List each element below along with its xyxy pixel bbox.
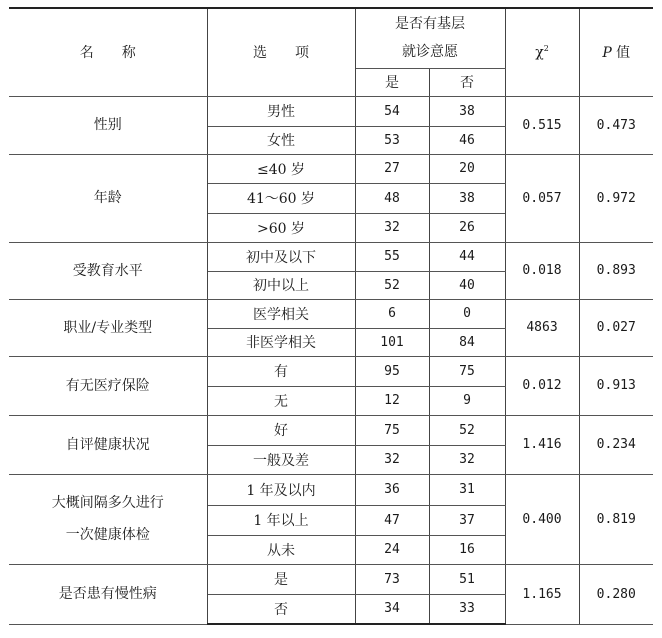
option-cell: 否 [207, 594, 355, 624]
option-cell: 是 [207, 564, 355, 594]
group-name-line: 自评健康状况 [65, 436, 150, 453]
header-p-value [579, 8, 653, 96]
table-row [9, 242, 653, 271]
no-count: 31 [429, 474, 505, 505]
group-name-line: 大概间隔多久进行 [51, 495, 164, 511]
yes-count: 6 [355, 299, 429, 328]
no-count: 32 [429, 445, 505, 474]
group-name-line: 有无医疗保险 [65, 377, 150, 394]
chi-square-value: 1.416 [505, 415, 579, 474]
table-row [9, 564, 653, 594]
no-count: 38 [429, 96, 505, 126]
header-chi-square [505, 8, 579, 96]
group-name-line: 职业/专业类型 [63, 319, 153, 336]
chi-square-value: 0.400 [505, 474, 579, 564]
option-cell: 女性 [207, 126, 355, 154]
yes-count: 24 [355, 535, 429, 564]
group-name [9, 242, 207, 299]
yes-count: 54 [355, 96, 429, 126]
option-cell: 男性 [207, 96, 355, 126]
yes-count: 48 [355, 183, 429, 213]
no-count: 33 [429, 594, 505, 624]
group-name [9, 564, 207, 624]
group-name [9, 154, 207, 242]
no-count: 84 [429, 328, 505, 356]
no-count: 38 [429, 183, 505, 213]
yes-count: 27 [355, 154, 429, 183]
no-count: 16 [429, 535, 505, 564]
no-count: 26 [429, 213, 505, 242]
table-row [9, 415, 653, 445]
option-cell: 非医学相关 [207, 328, 355, 356]
group-name-line: 一次健康体检 [65, 527, 150, 543]
group-name [9, 474, 207, 564]
option-cell: 有 [207, 356, 355, 386]
no-count: 37 [429, 505, 505, 535]
no-count: 20 [429, 154, 505, 183]
header-p-symbol: P [602, 45, 612, 62]
header-yes: 是 [355, 68, 429, 96]
yes-count: 36 [355, 474, 429, 505]
option-cell: 医学相关 [207, 299, 355, 328]
header-willingness-line2: 就诊意愿 [402, 44, 458, 61]
header-chi-superscript: 2 [543, 43, 549, 53]
header-option: 选 项 [207, 8, 355, 96]
header-no: 否 [429, 68, 505, 96]
yes-count: 52 [355, 271, 429, 299]
no-count: 0 [429, 299, 505, 328]
option-cell: 初中以上 [207, 271, 355, 299]
option-cell: 从未 [207, 535, 355, 564]
yes-count: 101 [355, 328, 429, 356]
chi-square-value: 0.057 [505, 154, 579, 242]
p-value: 0.027 [579, 299, 653, 356]
chi-square-value: 0.012 [505, 356, 579, 415]
chi-square-value: 0.018 [505, 242, 579, 299]
table-header [9, 8, 653, 96]
p-value: 0.234 [579, 415, 653, 474]
header-willingness-line1: 是否有基层 [395, 16, 465, 33]
table-row [9, 299, 653, 328]
no-count: 75 [429, 356, 505, 386]
option-cell: 1 年以上 [207, 505, 355, 535]
yes-count: 55 [355, 242, 429, 271]
group-name-line: 受教育水平 [72, 262, 143, 279]
chi-square-value: 0.515 [505, 96, 579, 154]
option-cell: 好 [207, 415, 355, 445]
yes-count: 47 [355, 505, 429, 535]
group-name-line: 是否患有慢性病 [58, 586, 157, 602]
option-cell: 41～60 岁 [207, 183, 355, 213]
group-name [9, 299, 207, 356]
table-row [9, 474, 653, 505]
option-cell: >60 岁 [207, 213, 355, 242]
chi-square-value: 1.165 [505, 564, 579, 624]
header-willingness [355, 8, 505, 68]
option-cell: 初中及以下 [207, 242, 355, 271]
yes-count: 34 [355, 594, 429, 624]
chi-square-value: 4863 [505, 299, 579, 356]
table-row [9, 356, 653, 386]
p-value: 0.280 [579, 564, 653, 624]
table-body [9, 96, 653, 624]
header-chi-symbol: χ [535, 44, 544, 61]
option-cell: 无 [207, 386, 355, 415]
no-count: 46 [429, 126, 505, 154]
option-cell: 1 年及以内 [207, 474, 355, 505]
header-name: 名 称 [9, 8, 207, 96]
no-count: 51 [429, 564, 505, 594]
p-value: 0.473 [579, 96, 653, 154]
table-row [9, 154, 653, 183]
no-count: 9 [429, 386, 505, 415]
option-cell: 一般及差 [207, 445, 355, 474]
yes-count: 53 [355, 126, 429, 154]
header-p-label: 值 [611, 45, 631, 62]
yes-count: 75 [355, 415, 429, 445]
data-table [9, 7, 653, 625]
group-name [9, 96, 207, 154]
p-value: 0.819 [579, 474, 653, 564]
yes-count: 95 [355, 356, 429, 386]
p-value: 0.893 [579, 242, 653, 299]
yes-count: 12 [355, 386, 429, 415]
yes-count: 73 [355, 564, 429, 594]
yes-count: 32 [355, 213, 429, 242]
group-name-line: 性别 [93, 117, 122, 133]
group-name-line: 年龄 [93, 190, 122, 206]
no-count: 44 [429, 242, 505, 271]
yes-count: 32 [355, 445, 429, 474]
group-name [9, 356, 207, 415]
group-name [9, 415, 207, 474]
option-cell: ≤40 岁 [207, 154, 355, 183]
p-value: 0.972 [579, 154, 653, 242]
no-count: 52 [429, 415, 505, 445]
no-count: 40 [429, 271, 505, 299]
p-value: 0.913 [579, 356, 653, 415]
table-row [9, 96, 653, 126]
